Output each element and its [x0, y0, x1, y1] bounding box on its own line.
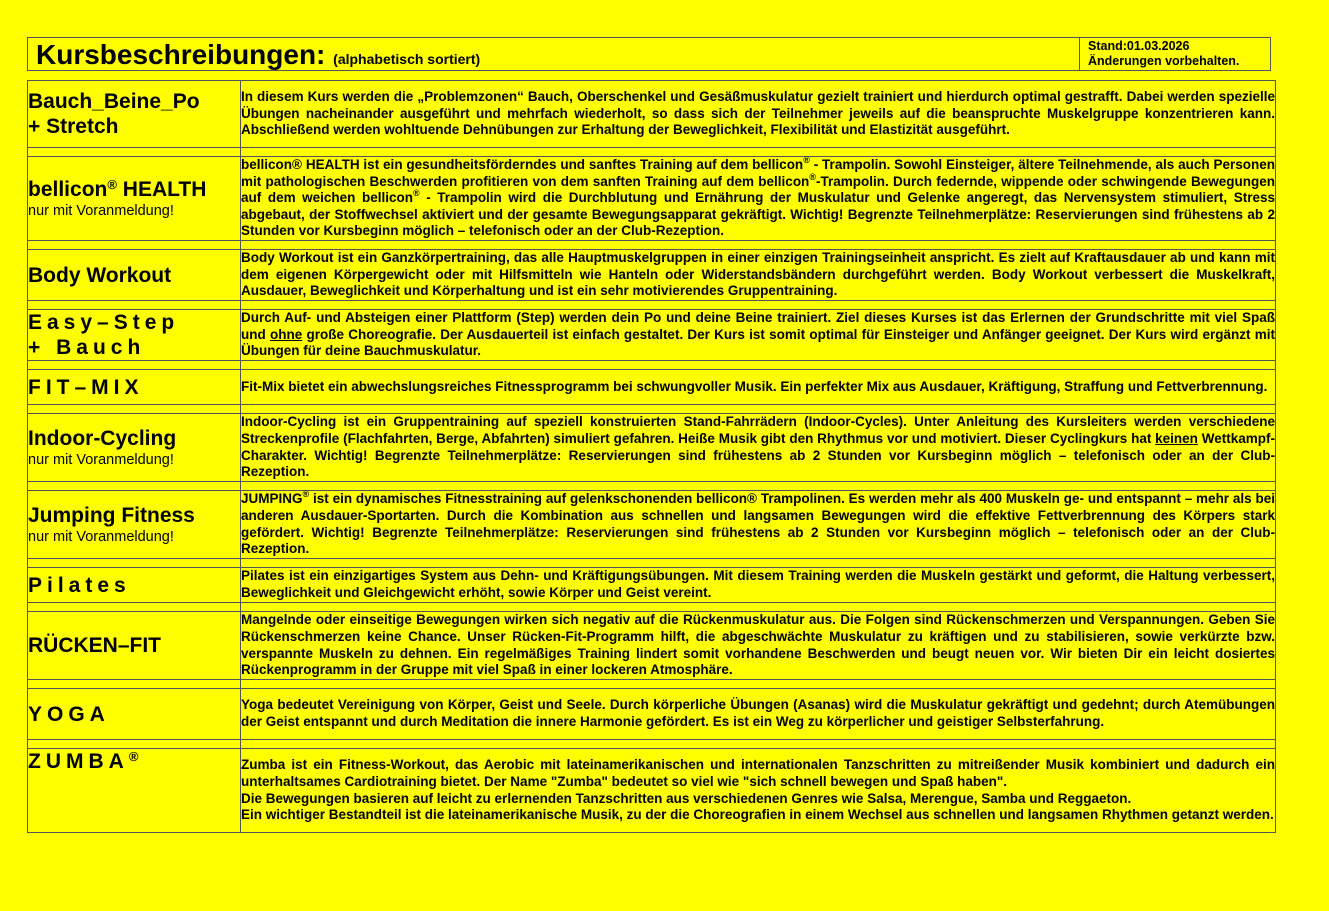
spacer-cell	[241, 603, 1276, 612]
course-name-line2: + Bauch	[28, 336, 146, 359]
title-subtitle: (alphabetisch sortiert)	[333, 51, 481, 67]
spacer-cell	[241, 740, 1276, 749]
course-name: Bauch_Beine_Po	[28, 90, 200, 113]
spacer-cell	[241, 680, 1276, 689]
course-row	[28, 414, 1276, 482]
course-name-cell	[28, 568, 241, 603]
course-name-cell	[28, 612, 241, 680]
course-description: Mangelnde oder einseitige Bewegungen wirken sich negativ auf die Rückenmuskulatur aus. Die Folgen sind Rückenschmerzen und Verspannungen. Geben Sie Rückenschmerzen keine Chance. Unser Rücken-Fit-Programm hilft, die abgeschwächte Muskulatur zu kräftigen und zu stabilisieren, sowie verkürzte bzw. verspannte Muskeln zu dehnen. Ein regelmäßiges Training lindert somit vorhandene Beschwerden und beugt neuen vor. Wir bieten Dir ein leicht dosiertes Rückenprogramm in der Gruppe mit viel Spaß in einer lockeren Atmosphäre.	[241, 612, 1276, 680]
course-description: In diesem Kurs werden die „Problemzonen“ Bauch, Oberschenkel und Gesäßmuskulatur gezielt trainiert und hierdurch optimal gestrafft. Dabei werden spezielle Übungen nacheinander ausgeführt und mehrfach wiederholt, so dass sich der Teilnehmer jeweils auf die beanspruchte Muskelgruppe konzentrieren kann. Abschließend werden wohltuende Dehnübungen zur Erhaltung der Beweglichkeit, Flexibilität und Elastizität ausgeführt.	[241, 81, 1276, 148]
spacer-cell	[241, 482, 1276, 491]
course-row	[28, 612, 1276, 680]
stand-date: Stand:01.03.2026	[1088, 39, 1190, 53]
spacer-cell	[28, 603, 241, 612]
course-name-cell	[28, 689, 241, 740]
page-title	[36, 38, 480, 76]
course-description: bellicon® HEALTH ist ein gesundheitsförderndes und sanftes Training auf dem bellicon® - Trampolin. Sowohl Einsteiger, ältere Teilnehmende, als auch Personen mit pathologischen Beschwerden profitieren von dem sanften Training auf dem bellicon®-Trampolin. Durch federnde, wippende oder schwingende Bewegungen auf dem weichen bellicon® - Trampolin wird die Durchblutung und Ernährung der Muskulatur und Gelenke angeregt, das Nervensystem stimuliert, Stress abgebaut, der Stoffwechsel aktiviert und der gesamte Bewegungsapparat gekräftigt. Wichtig! Begrenzte Teilnehmerplätze: Reservierungen sind frühestens ab 2 Stunden vor Kursbeginn möglich – telefonisch oder an der Club-Rezeption.	[241, 157, 1276, 241]
description-line: Zumba ist ein Fitness-Workout, das Aerobic mit lateinamerikanischen und internationalen Tanzschritten zu mitreißender Musik kombiniert und dadurch ein unterhaltsames Cardiotraining bietet. Der Name "Zumba" bedeutet so viel wie "sich schnell bewegen und Spaß haben".	[241, 757, 1275, 789]
title-text: Kursbeschreibungen:	[36, 39, 326, 70]
course-description: JUMPING® ist ein dynamisches Fitnesstraining auf gelenkschonenden bellicon® Trampolinen. Es werden mehr als 400 Muskeln ge- und entspannt – mehr als bei anderen Ausdauer-Sportarten. Durch die Kombination aus schnellen und langsamen Bewegungen wird die effektive Fettverbrennung des Körpers stark gefördert. Wichtig! Begrenzte Teilnehmerplätze: Reservierungen sind frühestens ab 2 Stunden vor Kursbeginn möglich – telefonisch oder an der Club-Rezeption.	[241, 491, 1276, 559]
spacer-cell	[28, 559, 241, 568]
spacer-cell	[241, 405, 1276, 414]
course-row	[28, 310, 1276, 361]
course-name-cell	[28, 749, 241, 833]
spacer-cell	[28, 301, 241, 310]
course-description: Indoor-Cycling ist ein Gruppentraining auf speziell konstruierten Stand-Fahrrädern (Indoor-Cycles). Unter Anleitung des Kursleiters werden verschiedene Streckenprofile (Flachfahrten, Berge, Abfahrten) simuliert gefahren. Heiße Musik gibt den Rhythmus vor und motiviert. Dieser Cyclingkurs hat keinen Wettkampf-Charakter. Wichtig! Begrenzte Teilnehmerplätze: Reservierungen sind frühestens ab 2 Stunden vor Kursbeginn möglich – telefonisch oder an der Club-Rezeption.	[241, 414, 1276, 482]
registration-note: nur mit Voranmeldung!	[28, 202, 174, 219]
course-name: Easy–Step	[28, 311, 180, 334]
spacer-cell	[28, 740, 241, 749]
course-name: Body Workout	[28, 263, 172, 287]
course-row	[28, 250, 1276, 301]
spacer-cell	[28, 361, 241, 370]
course-name-cell	[28, 414, 241, 482]
spacer-cell	[241, 301, 1276, 310]
course-name-cell	[28, 81, 241, 148]
course-name: Indoor-Cycling	[28, 426, 177, 450]
course-row	[28, 689, 1276, 740]
spacer-cell	[28, 148, 241, 157]
course-row	[28, 370, 1276, 405]
course-name-cell	[28, 491, 241, 559]
spacer-cell	[241, 148, 1276, 157]
course-name: Jumping Fitness	[28, 503, 195, 527]
course-description: Fit-Mix bietet ein abwechslungsreiches Fitnessprogramm bei schwungvoller Musik. Ein perfekter Mix aus Ausdauer, Kräftigung, Straffung und Fettverbrennung.	[241, 370, 1276, 405]
course-name-line2: + Stretch	[28, 115, 119, 138]
course-row	[28, 81, 1276, 148]
course-name-cell	[28, 310, 241, 361]
spacer-cell	[28, 482, 241, 491]
course-name-cell	[28, 370, 241, 405]
spacer-cell	[28, 405, 241, 414]
description-line: Die Bewegungen basieren auf leicht zu erlernenden Tanzschritten aus verschiedenen Genres wie Salsa, Merengue, Samba und Reggaeton.	[241, 790, 1132, 806]
stand-box	[1079, 38, 1272, 70]
registration-note: nur mit Voranmeldung!	[28, 451, 174, 468]
course-description: Body Workout ist ein Ganzkörpertraining, das alle Hauptmuskelgruppen in einer einzigen Trainingseinheit anspricht. Es zielt auf Kraftausdauer ab und kann mit dem eigenen Körpergewicht oder mit Hilfsmitteln wie Hanteln oder Widerstandsbändern durchgeführt werden. Body Workout verbessert die Muskelkraft, Ausdauer, Beweglichkeit und Körperhaltung und ist ein sehr motivierendes Gruppentraining.	[241, 250, 1276, 301]
course-description	[241, 749, 1276, 833]
course-name: bellicon® HEALTH	[28, 176, 207, 201]
course-name: FIT–MIX	[28, 375, 144, 399]
course-name: RÜCKEN–FIT	[28, 634, 162, 657]
course-description: Yoga bedeutet Vereinigung von Körper, Geist und Seele. Durch körperliche Übungen (Asanas) wird die Muskulatur gekräftigt und gedehnt; durch Atemübungen der Geist entspannt und durch Meditation die innere Harmonie gefördert. Es ist ein Weg zu körperlicher und geistiger Selbsterfahrung.	[241, 689, 1276, 740]
course-name: ZUMBA®	[28, 749, 139, 773]
course-row	[28, 491, 1276, 559]
spacer-cell	[241, 361, 1276, 370]
header-box	[27, 37, 1271, 71]
course-name-cell	[28, 250, 241, 301]
course-description: Pilates ist ein einzigartiges System aus Dehn- und Kräftigungsübungen. Mit diesem Training werden die Muskeln gestärkt und geformt, die Haltung verbessert, Beweglichkeit und Gleichgewicht erhöht, sowie Körper und Geist vereint.	[241, 568, 1276, 603]
spacer-cell	[28, 680, 241, 689]
description-line: Ein wichtiger Bestandteil ist die lateinamerikanische Musik, zu der die Choreografien in einem Wechsel aus schnellen und langsamen Rhythmen getanzt werden.	[241, 807, 1274, 823]
registration-note: nur mit Voranmeldung!	[28, 528, 174, 545]
course-name: YOGA	[28, 702, 110, 726]
course-description: Durch Auf- und Absteigen einer Plattform (Step) werden dein Po und deine Beine trainiert. Ziel dieses Kurses ist das Erlernen der Grundschritte mit viel Spaß und ohne große Choreografie. Der Ausdauerteil ist einfach gestaltet. Der Kurs ist somit optimal für Einsteiger und Anfänger geeignet. Der Kurs wird ergänzt mit Übungen für deine Bauchmuskulatur.	[241, 310, 1276, 361]
spacer-cell	[28, 241, 241, 250]
course-table	[27, 80, 1276, 833]
course-name: Pilates	[28, 573, 131, 597]
spacer-cell	[241, 559, 1276, 568]
disclaimer: Änderungen vorbehalten.	[1088, 54, 1240, 68]
course-name-cell	[28, 157, 241, 241]
course-row	[28, 157, 1276, 241]
course-row	[28, 749, 1276, 833]
course-row	[28, 568, 1276, 603]
spacer-cell	[241, 241, 1276, 250]
